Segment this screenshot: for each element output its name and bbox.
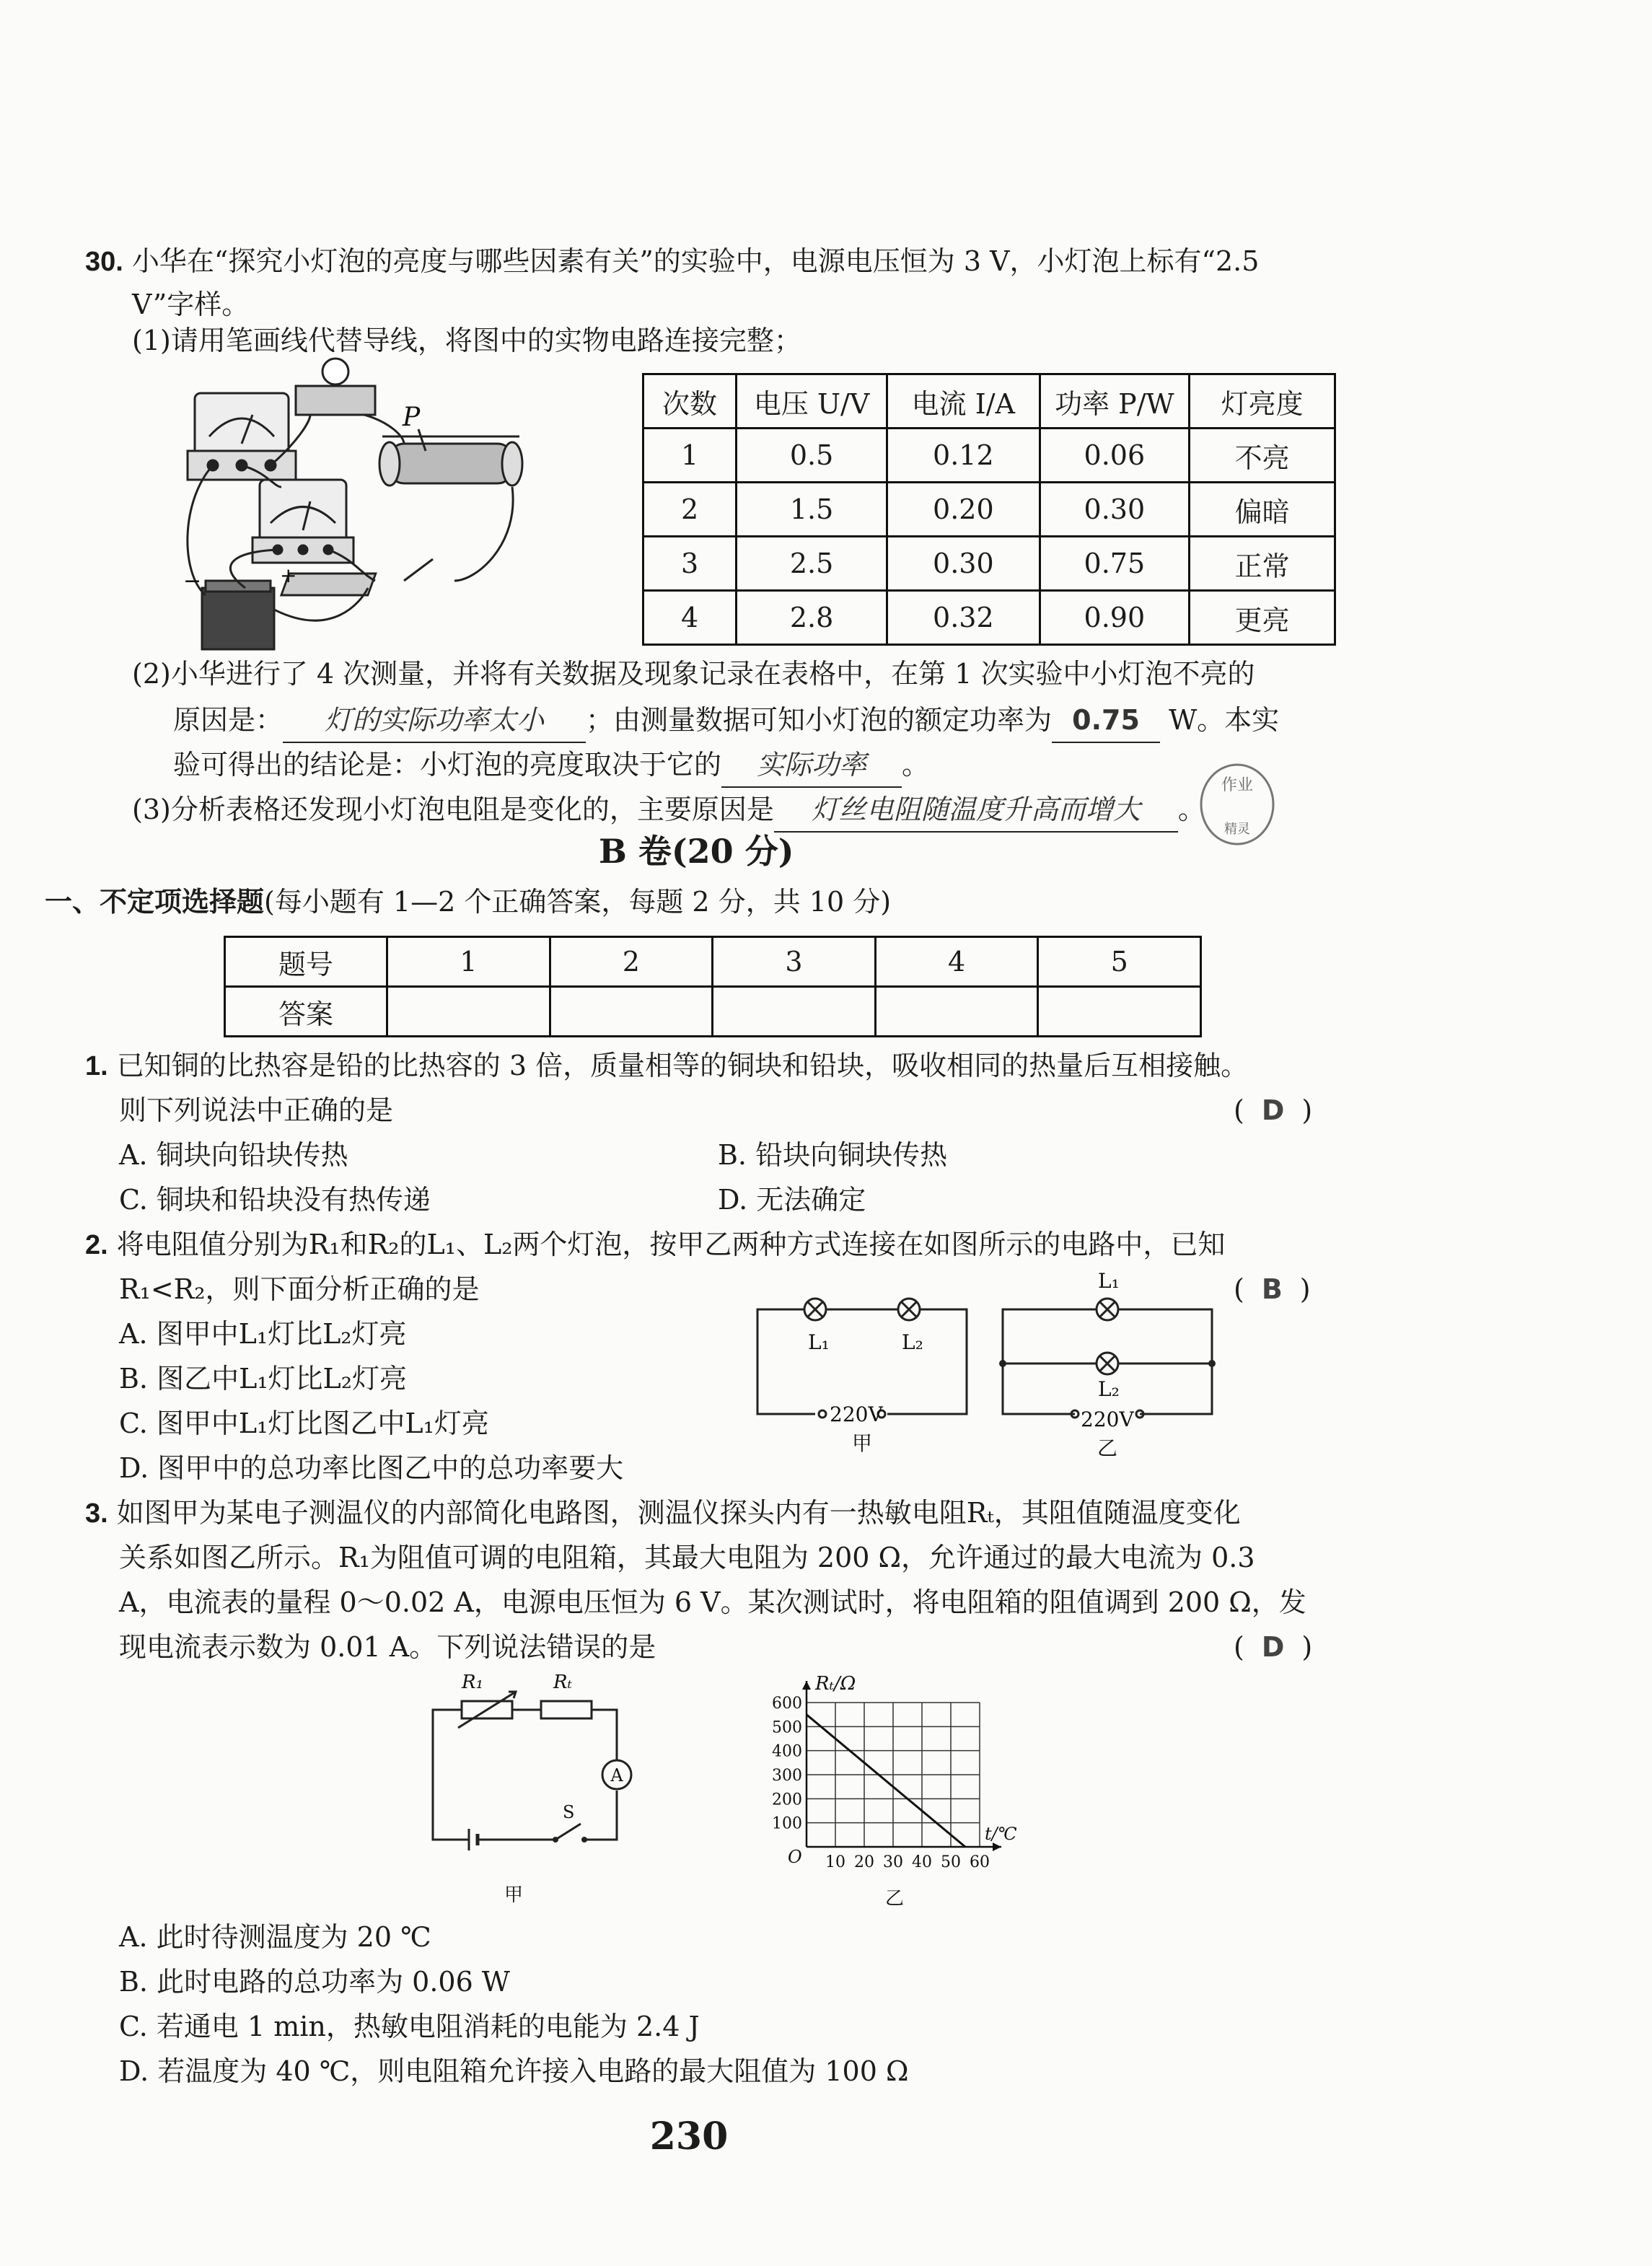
table-header-cell: 电流 I/A bbox=[887, 374, 1040, 429]
battery-minus-label: − bbox=[183, 568, 202, 594]
q3-circuit-caption: 甲 bbox=[504, 1884, 524, 1906]
table-header-cell: 功率 P/W bbox=[1040, 374, 1190, 429]
q1-option-c: C. 铜块和铅块没有热传递 bbox=[119, 1184, 431, 1216]
table-cell: 0.06 bbox=[1040, 429, 1190, 483]
answer-grid-row bbox=[225, 937, 1201, 987]
q30-line1 bbox=[85, 240, 1259, 284]
q30-part2-line3 bbox=[173, 743, 929, 788]
x-tick-label: 30 bbox=[883, 1853, 903, 1871]
section-b-heading bbox=[45, 880, 891, 923]
q3-switch-label: S bbox=[563, 1802, 575, 1822]
answer-box[interactable] bbox=[387, 987, 550, 1037]
answer-grid-cell: 3 bbox=[713, 937, 876, 987]
q1-answer-letter: D bbox=[1261, 1094, 1285, 1126]
q30-part1: (1)请用笔画线代替导线，将图中的实物电路连接完整； bbox=[132, 325, 801, 356]
q30-part3-post: 。 bbox=[1177, 794, 1205, 825]
y-tick-label: 400 bbox=[772, 1742, 802, 1761]
q30-answer-blank-3: 实际功率 bbox=[721, 743, 902, 788]
q1-answer: ( D ) bbox=[1234, 1094, 1313, 1126]
q3-option-b: B. 此时电路的总功率为 0.06 W bbox=[119, 1966, 510, 1998]
table-cell: 偏暗 bbox=[1190, 483, 1335, 537]
answer-grid-row bbox=[225, 987, 1201, 1037]
q30-part2-line2 bbox=[173, 698, 1279, 743]
q1-stem-line2: 则下列说法中正确的是 bbox=[119, 1094, 394, 1126]
y-tick-label: 600 bbox=[772, 1695, 802, 1713]
q2-option-b: B. 图乙中L₁灯比L₂灯亮 bbox=[119, 1363, 408, 1395]
q2-stem-line1: 将电阻值分别为R₁和R₂的L₁、L₂两个灯泡，按甲乙两种方式连接在如图所示的电路中，已知 bbox=[116, 1229, 1226, 1260]
chart-grid bbox=[807, 1703, 980, 1847]
chart-origin-label: O bbox=[788, 1847, 802, 1867]
q2b-voltage-label: 220V bbox=[1081, 1408, 1134, 1431]
q30-answer-blank-4: 灯丝电阻随温度升高而增大 bbox=[774, 788, 1178, 833]
q3-r1-label: R₁ bbox=[462, 1672, 483, 1693]
q2-stem-line2: R₁<R₂，则下面分析正确的是 bbox=[119, 1273, 480, 1305]
x-tick-label: 20 bbox=[854, 1853, 874, 1871]
q2a-voltage-label: 220V bbox=[830, 1402, 883, 1426]
q30-part2-line3-post: 。 bbox=[902, 749, 930, 781]
q2-answer-letter: B bbox=[1261, 1273, 1283, 1305]
q3-stem-line1: 如图甲为某电子测温仪的内部简化电路图，测温仪探头内有一热敏电阻Rₜ，其阻值随温度变化 bbox=[116, 1497, 1241, 1529]
q30-part2-line3-pre: 验可得出的结论是：小灯泡的亮度取决于它的 bbox=[173, 749, 722, 781]
table-cell: 0.20 bbox=[887, 483, 1040, 537]
q2a-l2-label: L₂ bbox=[902, 1330, 923, 1354]
table-row bbox=[643, 537, 1335, 591]
q3-option-d: D. 若温度为 40 ℃，则电阻箱允许接入电路的最大阻值为 100 Ω bbox=[119, 2055, 909, 2087]
q3-number: 3. bbox=[85, 1498, 108, 1529]
table-cell: 1 bbox=[643, 429, 737, 483]
answer-box[interactable] bbox=[1038, 987, 1201, 1037]
q2a-l1-label: L₁ bbox=[808, 1330, 830, 1354]
q30-part2-line1: (2)小华进行了 4 次测量，并将有关数据及现象记录在表格中，在第 1 次实验中小灯泡不亮的 bbox=[132, 658, 1255, 690]
q30-answer-blank-2: 0.75 bbox=[1052, 698, 1160, 743]
stamp-text-2: 精灵 bbox=[1224, 822, 1250, 837]
y-tick-label: 500 bbox=[772, 1718, 802, 1737]
table-row bbox=[643, 483, 1335, 537]
y-axis-arrow bbox=[802, 1681, 811, 1690]
q3-option-c: C. 若通电 1 min，热敏电阻消耗的电能为 2.4 J bbox=[119, 2011, 700, 2042]
q30-apparatus-figure bbox=[173, 357, 635, 653]
q2b-caption: 乙 bbox=[1097, 1436, 1118, 1460]
table-cell: 正常 bbox=[1190, 537, 1335, 591]
q2-number: 2. bbox=[85, 1230, 108, 1260]
table-cell: 不亮 bbox=[1190, 429, 1335, 483]
q30-stem-line1: 小华在“探究小灯泡的亮度与哪些因素有关”的实验中，电源电压恒为 3 V，小灯泡上标有“2.5 bbox=[131, 245, 1260, 277]
answer-box[interactable] bbox=[875, 987, 1038, 1037]
q2-answer: ( B ) bbox=[1234, 1273, 1311, 1305]
section-b-heading-bold: 一、不定项选择题 bbox=[45, 885, 265, 918]
q1-stem-line1: 已知铜的比热容是铅的比热容的 3 倍，质量相等的铜块和铅块，吸收相同的热量后互相接触。 bbox=[116, 1050, 1249, 1081]
table-cell: 更亮 bbox=[1190, 591, 1335, 645]
y-tick-label: 200 bbox=[772, 1791, 802, 1809]
q2-option-c: C. 图甲中L₁灯比图乙中L₁灯亮 bbox=[119, 1408, 489, 1439]
battery-plus-label: + bbox=[280, 563, 297, 587]
q1-option-a: A. 铜块向铅块传热 bbox=[119, 1139, 348, 1171]
table-cell: 3 bbox=[643, 537, 737, 591]
series-line-rt bbox=[807, 1715, 965, 1847]
q3-stem-line2: 关系如图乙所示。R₁为阻值可调的电阻箱，其最大电阻为 200 Ω，允许通过的最大电流为 0.3 bbox=[119, 1542, 1255, 1573]
answer-box[interactable] bbox=[713, 987, 876, 1037]
q30-part3 bbox=[132, 788, 1205, 833]
table-cell: 4 bbox=[643, 591, 737, 645]
answer-grid-cell: 1 bbox=[387, 937, 550, 987]
answer-grid-cell: 2 bbox=[550, 937, 713, 987]
q3-line1 bbox=[85, 1491, 1241, 1535]
table-header-cell: 电压 U/V bbox=[737, 374, 887, 429]
chart-axes bbox=[802, 1681, 1001, 1851]
answer-grid-cell: 题号 bbox=[225, 937, 387, 987]
slider-label: P bbox=[403, 403, 421, 432]
q3-rt-label: Rₜ bbox=[553, 1672, 572, 1693]
chart-y-axis-label: Rₜ/Ω bbox=[815, 1673, 856, 1695]
q1-option-d: D. 无法确定 bbox=[718, 1184, 866, 1216]
y-tick-label: 100 bbox=[772, 1814, 802, 1833]
q30-data-table bbox=[642, 373, 1336, 646]
table-cell: 2 bbox=[643, 483, 737, 537]
table-header-cell: 灯亮度 bbox=[1190, 374, 1335, 429]
page-number: 230 bbox=[649, 2115, 729, 2159]
chart-ticks bbox=[772, 1695, 990, 1871]
stamp-text-1: 作业 bbox=[1221, 776, 1254, 794]
table-row bbox=[643, 591, 1335, 645]
q2b-l2-label: L₂ bbox=[1098, 1377, 1120, 1401]
section-b-title: B 卷(20 分) bbox=[599, 832, 794, 871]
table-header-row bbox=[643, 374, 1335, 429]
q2a-caption: 甲 bbox=[851, 1431, 873, 1455]
table-cell: 0.90 bbox=[1040, 591, 1190, 645]
table-cell: 0.5 bbox=[737, 429, 887, 483]
q30-number: 30. bbox=[85, 247, 123, 277]
q1-line1 bbox=[85, 1044, 1248, 1088]
q30-part2-post: W。本实 bbox=[1169, 704, 1280, 736]
answer-grid-cell: 4 bbox=[875, 937, 1038, 987]
q2-line1 bbox=[85, 1223, 1225, 1267]
chart-x-axis-label: t/℃ bbox=[985, 1824, 1017, 1844]
answer-grid bbox=[224, 936, 1202, 1037]
y-tick-label: 300 bbox=[772, 1767, 802, 1785]
table-cell: 0.30 bbox=[1040, 483, 1190, 537]
q3-rt-graph bbox=[750, 1666, 1039, 1912]
q3-circuit-figure bbox=[418, 1666, 656, 1912]
q2-series-circuit-figure bbox=[743, 1277, 981, 1457]
answer-grid-cell: 5 bbox=[1038, 937, 1201, 987]
q30-answer-blank-1: 灯的实际功率太小 bbox=[283, 698, 586, 743]
q3-ammeter-label: A bbox=[610, 1765, 623, 1786]
table-cell: 2.8 bbox=[737, 591, 887, 645]
x-tick-label: 50 bbox=[941, 1853, 961, 1871]
q30-part2-pre: 原因是： bbox=[173, 704, 284, 736]
x-tick-label: 60 bbox=[970, 1853, 990, 1871]
table-cell: 0.30 bbox=[887, 537, 1040, 591]
q2-option-a: A. 图甲中L₁灯比L₂灯亮 bbox=[119, 1318, 407, 1350]
q3-answer-letter: D bbox=[1261, 1631, 1285, 1663]
q1-option-b: B. 铅块向铜块传热 bbox=[718, 1139, 948, 1171]
x-tick-label: 10 bbox=[825, 1853, 845, 1871]
q2b-l1-label: L₁ bbox=[1098, 1269, 1120, 1293]
table-cell: 0.75 bbox=[1040, 537, 1190, 591]
q3-graph-caption: 乙 bbox=[884, 1888, 905, 1910]
table-header-cell: 次数 bbox=[643, 374, 737, 429]
q3-option-a: A. 此时待测温度为 20 ℃ bbox=[119, 1921, 431, 1953]
answer-grid-cell: 答案 bbox=[225, 987, 387, 1037]
answer-box[interactable] bbox=[550, 987, 713, 1037]
table-cell: 2.5 bbox=[737, 537, 887, 591]
q30-part2-mid: ；由测量数据可知小灯泡的额定功率为 bbox=[586, 704, 1053, 736]
section-b-heading-rest: (每小题有 1—2 个正确答案，每题 2 分，共 10 分) bbox=[264, 886, 892, 918]
table-row bbox=[643, 429, 1335, 483]
chart-series bbox=[807, 1715, 965, 1847]
q3-stem-line3: A，电流表的量程 0～0.02 A，电源电压恒为 6 V。某次测试时，将电阻箱的阻值调到 200 Ω，发 bbox=[119, 1586, 1306, 1618]
table-cell: 0.12 bbox=[887, 429, 1040, 483]
table-cell: 0.32 bbox=[887, 591, 1040, 645]
table-cell: 1.5 bbox=[737, 483, 887, 537]
q1-number: 1. bbox=[85, 1051, 108, 1081]
q3-answer: ( D ) bbox=[1234, 1631, 1313, 1663]
q30-part3-pre: (3)分析表格还发现小灯泡电阻是变化的，主要原因是 bbox=[132, 794, 774, 825]
q30-stem-line2: V”字样。 bbox=[132, 289, 250, 320]
q2-option-d: D. 图甲中的总功率比图乙中的总功率要大 bbox=[119, 1452, 624, 1484]
q3-stem-line4: 现电流表示数为 0.01 A。下列说法错误的是 bbox=[119, 1631, 656, 1663]
x-tick-label: 40 bbox=[912, 1853, 932, 1871]
stamp-logo bbox=[1198, 761, 1277, 848]
q2-parallel-circuit-figure bbox=[988, 1266, 1226, 1461]
